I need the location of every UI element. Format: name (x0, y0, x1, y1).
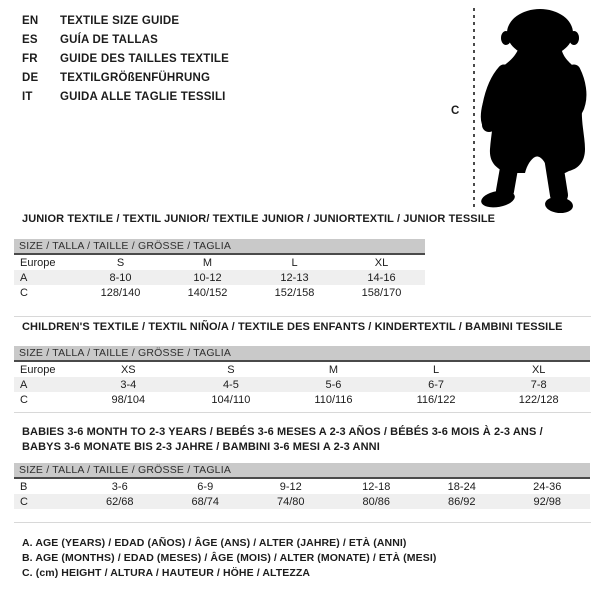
size-cell: 152/158 (274, 286, 315, 299)
column-header-row (14, 255, 425, 270)
junior-size-table (14, 239, 425, 300)
section-title-children: CHILDREN'S TEXTILE / TEXTIL NIÑO/A / TEXTILE DES ENFANTS / KINDERTEXTIL / BAMBINI TESSILE (22, 321, 563, 333)
size-cell: 116/122 (416, 393, 456, 406)
size-cell: 12-13 (280, 271, 309, 284)
lang-title: GUIDE DES TAILLES TEXTILE (60, 53, 229, 65)
size-cell: 10-12 (193, 271, 222, 284)
size-cell: M (202, 256, 213, 269)
size-cell: 80/86 (362, 495, 391, 508)
size-cell: 68/74 (191, 495, 220, 508)
lang-row-en (22, 12, 229, 31)
row-label: Europe (20, 363, 56, 376)
lang-row-es (22, 31, 229, 50)
column-header-row (14, 362, 590, 377)
size-cell: 24-36 (533, 480, 562, 493)
lang-code: IT (22, 91, 33, 103)
size-cell: L (433, 363, 440, 376)
lang-title: TEXTILGRÖßENFÜHRUNG (60, 72, 211, 84)
size-cell: S (116, 256, 125, 269)
table-row (14, 377, 590, 392)
lang-title: GUIDA ALLE TAGLIE TESSILI (60, 91, 226, 103)
row-label: C (20, 495, 28, 508)
size-cell: 14-16 (367, 271, 396, 284)
table-row (14, 392, 590, 407)
size-cell: 6-9 (197, 480, 214, 493)
size-cell: 8-10 (109, 271, 132, 284)
size-cell: 128/140 (100, 286, 141, 299)
size-cell: 158/170 (361, 286, 402, 299)
size-cell: 110/116 (314, 393, 353, 406)
size-cell: M (328, 363, 339, 376)
size-cell: 9-12 (279, 480, 302, 493)
lang-title: TEXTILE SIZE GUIDE (60, 15, 180, 27)
size-cell: XS (120, 363, 136, 376)
size-cell: 62/68 (105, 495, 134, 508)
lang-code: DE (22, 72, 39, 84)
height-measure-dashed-line (473, 8, 475, 211)
size-cell: 3-4 (120, 378, 137, 391)
row-label: C (20, 393, 28, 406)
row-label: C (20, 286, 28, 299)
size-cell: 3-6 (111, 480, 128, 493)
lang-row-de (22, 69, 229, 88)
size-cell: XL (374, 256, 389, 269)
lang-code: EN (22, 15, 39, 27)
size-cell: 7-8 (530, 378, 547, 391)
row-label: B (20, 480, 28, 493)
size-header-bar: SIZE / TALLA / TAILLE / GRÖSSE / TAGLIA (14, 346, 590, 362)
size-cell: 74/80 (276, 495, 305, 508)
lang-row-it (22, 88, 229, 107)
table-row (14, 285, 425, 300)
section-divider (14, 522, 591, 523)
row-label: A (20, 271, 28, 284)
lang-title: GUÍA DE TALLAS (60, 34, 158, 46)
size-cell: 86/92 (447, 495, 476, 508)
babies-size-table (14, 463, 590, 509)
size-header-bar: SIZE / TALLA / TAILLE / GRÖSSE / TAGLIA (14, 463, 590, 479)
size-cell: 140/152 (187, 286, 228, 299)
size-cell: 92/98 (533, 495, 562, 508)
footnote-b: B. AGE (MONTHS) / EDAD (MESES) / ÂGE (MOIS) / ALTER (MONATE) / ETÀ (MESI) (22, 552, 437, 564)
size-cell: 18-24 (447, 480, 476, 493)
size-table (14, 479, 590, 509)
size-cell: 4-5 (222, 378, 239, 391)
section-title-babies-line1: BABIES 3-6 MONTH TO 2-3 YEARS / BEBÉS 3-6 MESES A 2-3 AÑOS / BÉBÉS 3-6 MOIS À 2-3 ANS / (22, 426, 543, 438)
footnotes-block (22, 536, 436, 581)
size-cell: 5-6 (325, 378, 342, 391)
size-header-bar: SIZE / TALLA / TAILLE / GRÖSSE / TAGLIA (14, 239, 425, 255)
language-title-block (22, 12, 229, 107)
row-label: Europe (20, 256, 56, 269)
table-row (14, 270, 425, 285)
size-cell: S (227, 363, 235, 376)
size-cell: XL (531, 363, 546, 376)
footnote-c: C. (cm) HEIGHT / ALTURA / HAUTEUR / HÖHE / ALTEZZA (22, 567, 311, 579)
size-table (14, 255, 425, 300)
row-label: A (20, 378, 28, 391)
table-row (14, 479, 590, 494)
table-row (14, 494, 590, 509)
baby-silhouette-icon (479, 7, 587, 213)
section-title-junior: JUNIOR TEXTILE / TEXTIL JUNIOR/ TEXTILE JUNIOR / JUNIORTEXTIL / JUNIOR TESSILE (22, 213, 496, 225)
section-divider (14, 316, 591, 317)
size-cell: 98/104 (111, 393, 146, 406)
lang-code: FR (22, 53, 38, 65)
size-cell: L (291, 256, 298, 269)
lang-code: ES (22, 34, 38, 46)
section-divider (14, 412, 591, 413)
size-cell: 12-18 (362, 480, 391, 493)
size-cell: 104/110 (211, 393, 251, 406)
footnote-a: A. AGE (YEARS) / EDAD (AÑOS) / ÂGE (ANS) / ALTER (JAHRE) / ETÀ (ANNI) (22, 537, 407, 549)
lang-row-fr (22, 50, 229, 69)
height-measure-label: C (451, 105, 460, 117)
children-size-table (14, 346, 590, 407)
size-table (14, 362, 590, 407)
section-title-babies-line2: BABYS 3-6 MONATE BIS 2-3 JAHRE / BAMBINI 3-6 MESI A 2-3 ANNI (22, 441, 380, 453)
size-cell: 122/128 (518, 393, 559, 406)
size-cell: 6-7 (428, 378, 445, 391)
